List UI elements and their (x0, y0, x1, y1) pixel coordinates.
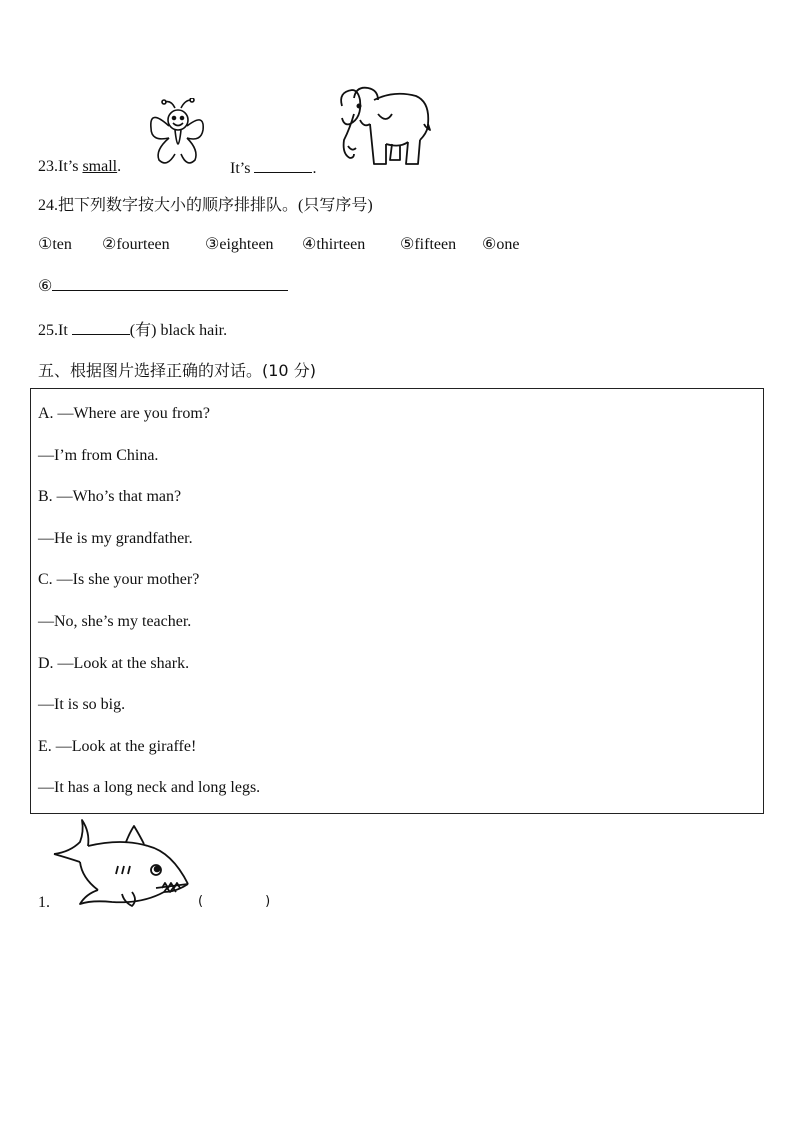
dialog-d-answer: —It is so big. (38, 696, 126, 713)
q25-blank[interactable] (72, 320, 130, 335)
q23-period: . (117, 158, 122, 175)
dialog-e-answer: —It has a long neck and long legs. (38, 779, 261, 796)
q24-option-6: ⑥one (482, 236, 520, 253)
q23-text: It’s (58, 158, 83, 175)
q24-option-2: ②fourteen (102, 236, 170, 253)
paren-close: ) (265, 894, 271, 909)
q24-option-3: ③eighteen (205, 236, 274, 253)
q24-option-1: ①ten (38, 236, 72, 253)
dialog-b-answer: —He is my grandfather. (38, 530, 193, 547)
q23-period2: . (312, 160, 317, 177)
dialog-d-question: D. —Look at the shark. (38, 655, 190, 672)
item1-number: 1. (38, 894, 50, 911)
q24-prompt: 24.把下列数字按大小的顺序排排队。(只写序号) (38, 197, 373, 214)
q24-answer-blank[interactable] (52, 276, 288, 291)
q25-line (38, 317, 227, 340)
shark-picture (52, 818, 194, 910)
item1-answer-paren[interactable] (198, 894, 270, 909)
q23-line (38, 158, 121, 176)
q23-word: small (82, 158, 118, 175)
q25-after: (有) black hair. (129, 322, 228, 339)
dialog-c-question: C. —Is she your mother? (38, 571, 200, 588)
dialog-c-answer: —No, she’s my teacher. (38, 613, 192, 630)
q23-answer-line (230, 158, 316, 178)
dialog-a-question: A. —Where are you from? (38, 405, 210, 422)
dialog-b-question: B. —Who’s that man? (38, 488, 182, 505)
butterfly-picture (145, 98, 207, 172)
q24-answer-prefix: ⑥ (38, 278, 53, 295)
q24-answer-line (38, 276, 288, 296)
q25-before: 25.It (38, 322, 72, 339)
section5-title: 五、根据图片选择正确的对话。(10 分) (38, 361, 316, 380)
q24-options (38, 234, 558, 256)
dialog-e-question: E. —Look at the giraffe! (38, 738, 197, 755)
q23-text2: It’s (230, 160, 255, 177)
paren-open: ( (198, 894, 204, 909)
q24-option-4: ④thirteen (302, 236, 366, 253)
q23-number: 23. (38, 158, 58, 175)
q24-option-5: ⑤fifteen (400, 236, 457, 253)
elephant-picture (334, 84, 434, 168)
dialog-a-answer: —I’m from China. (38, 447, 159, 464)
q23-blank[interactable] (254, 158, 312, 173)
